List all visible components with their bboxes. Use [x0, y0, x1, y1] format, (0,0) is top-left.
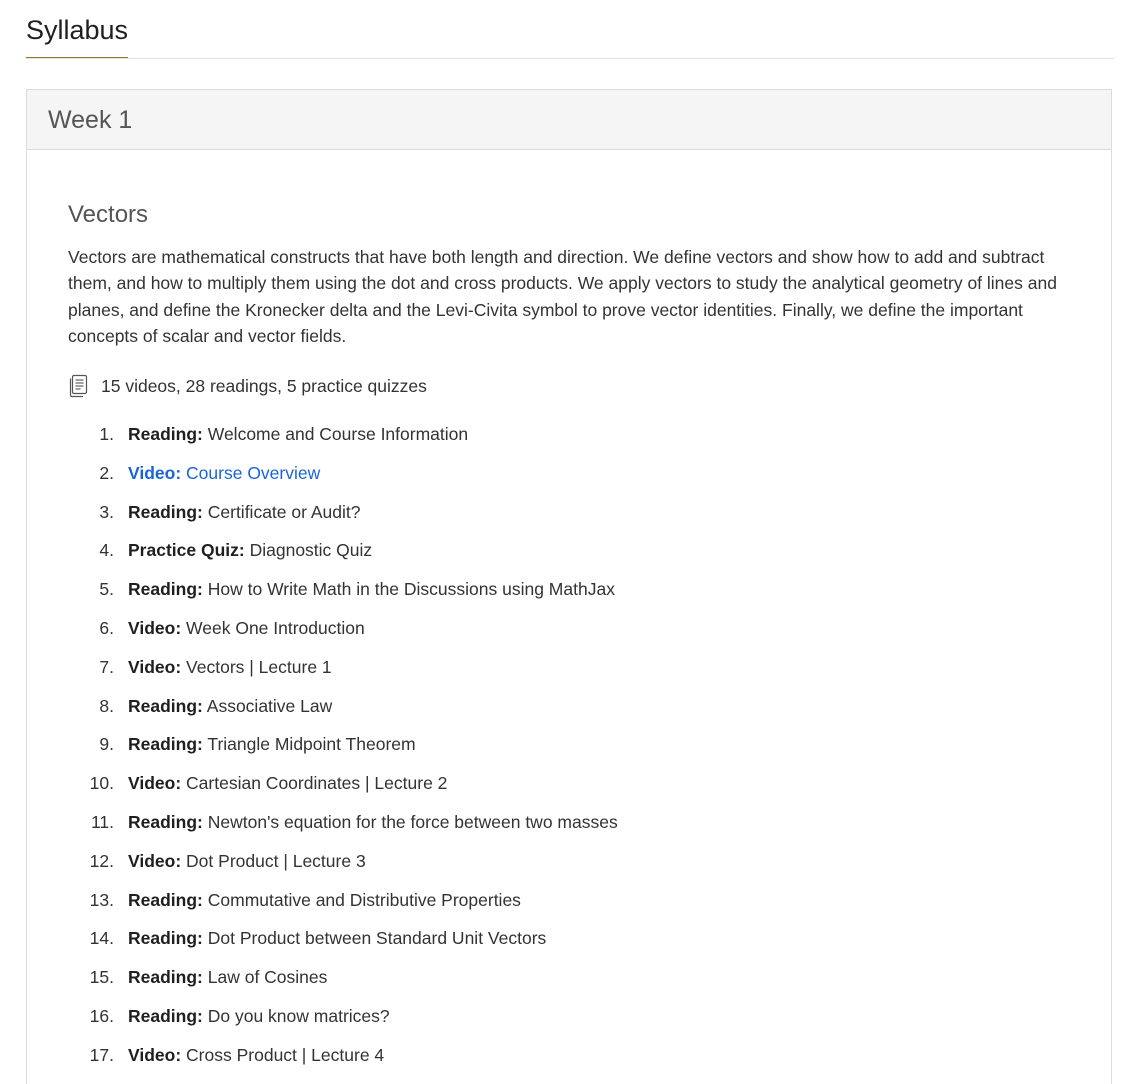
- module-item-link[interactable]: [128, 694, 332, 718]
- module-item-title: Welcome and Course Information: [207, 424, 469, 444]
- module-item-title: Week One Introduction: [186, 617, 365, 638]
- module-item-type: Practice Quiz:: [128, 540, 245, 561]
- module-item-type: Reading:: [128, 424, 203, 444]
- module-item-link[interactable]: [128, 500, 360, 524]
- module-item-link[interactable]: [128, 810, 618, 834]
- module-summary-text: 15 videos, 28 readings, 5 practice quizzes: [101, 375, 427, 396]
- module-description: Vectors are mathematical constructs that have both length and direction. We define vectors and show how to add and subtract them, and how to multiply them using the dot and cross products. We apply vectors to study the analytical geometry of lines and planes, and define the Kronecker delta and the Levi-Civita symbol to prove vector identities. Finally, we define the important concepts of scalar and vector fields.: [68, 247, 1057, 346]
- module-item-link[interactable]: [128, 422, 468, 446]
- module-item-title: Law of Cosines: [207, 967, 328, 988]
- module-item-title: Course Overview: [186, 462, 321, 483]
- module-item-type: Video:: [128, 850, 182, 871]
- module-item-type: Reading:: [128, 695, 203, 716]
- module-item-link[interactable]: [128, 538, 372, 562]
- module-item-number: 17.: [89, 1044, 114, 1065]
- module-item-type: Video:: [128, 462, 182, 483]
- module-item-type: Reading:: [128, 579, 203, 600]
- module-item-title: Newton's equation for the force between two masses: [207, 811, 618, 832]
- module-item-link[interactable]: [128, 616, 365, 640]
- module-item-link[interactable]: [128, 577, 615, 601]
- module-item-number: 9.: [99, 734, 114, 755]
- module-item-title: Associative Law: [206, 695, 333, 716]
- module-title: Vectors: [68, 201, 149, 228]
- module-item-title: Dot Product between Standard Unit Vectors: [207, 928, 547, 949]
- module-item-link[interactable]: [128, 732, 416, 756]
- week-card: [26, 89, 1112, 1084]
- module-item-type: Reading:: [128, 928, 203, 949]
- module-summary: [68, 374, 427, 398]
- module-item-type: Reading:: [128, 967, 203, 988]
- module-item-number: 6.: [99, 617, 114, 638]
- module-item-title: How to Write Math in the Discussions using MathJax: [207, 579, 615, 600]
- module-item-title: Cross Product | Lecture 4: [186, 1044, 385, 1065]
- module-item-number: 10.: [89, 773, 114, 794]
- module-item-number: 8.: [99, 695, 114, 716]
- module-item-number: 14.: [89, 928, 114, 949]
- module-item-link[interactable]: [128, 849, 366, 873]
- module-item-type: Reading:: [128, 889, 203, 910]
- module-item-type: Video:: [128, 773, 182, 794]
- syllabus-header: [26, 0, 1114, 59]
- week-title: Week 1: [48, 106, 133, 134]
- module-item-link[interactable]: [128, 1004, 390, 1028]
- week-header: [27, 90, 1111, 150]
- module-item-type: Reading:: [128, 501, 203, 522]
- module-item-link[interactable]: [128, 888, 521, 912]
- module-item-type: Reading:: [128, 734, 203, 755]
- module-item-title: Cartesian Coordinates | Lecture 2: [186, 773, 448, 794]
- module-item-link[interactable]: [128, 771, 447, 795]
- module-item-number: 5.: [99, 579, 114, 600]
- module-item-title: Triangle Midpoint Theorem: [207, 734, 416, 755]
- module-item-number: 2.: [99, 462, 114, 483]
- module-item-title: Vectors | Lecture 1: [186, 656, 332, 677]
- module-item-number: 16.: [89, 1005, 114, 1026]
- module-item-link[interactable]: [128, 1043, 384, 1067]
- module-item-number: 7.: [99, 656, 114, 677]
- module-item-link[interactable]: [128, 461, 320, 485]
- module-item-title: Dot Product | Lecture 3: [186, 850, 366, 871]
- module-item-number: 12.: [89, 850, 114, 871]
- module-item-type: Video:: [128, 1044, 182, 1065]
- module-item-link[interactable]: [128, 965, 327, 989]
- module-item-number: 11.: [90, 811, 114, 832]
- module-item-number: 13.: [89, 889, 114, 910]
- syllabus-title: Syllabus: [26, 13, 128, 58]
- module-item-number: 1.: [99, 424, 114, 444]
- module-item-type: Reading:: [128, 811, 203, 832]
- module-item-type: Reading:: [128, 1005, 203, 1026]
- document-list-icon: [68, 374, 90, 398]
- module-item-title: Certificate or Audit?: [207, 501, 361, 522]
- module-section: [68, 200, 1068, 1065]
- module-item-title: Do you know matrices?: [207, 1005, 390, 1026]
- module-item-title: Diagnostic Quiz: [249, 540, 373, 561]
- module-item-type: Video:: [128, 617, 182, 638]
- module-item-type: Video:: [128, 656, 182, 677]
- module-item-number: 4.: [99, 540, 114, 561]
- module-item-link[interactable]: [128, 655, 332, 679]
- module-item-number: 15.: [89, 967, 114, 988]
- module-item-link[interactable]: [128, 926, 546, 950]
- module-item-title: Commutative and Distributive Properties: [207, 889, 521, 910]
- module-item-number: 3.: [99, 501, 114, 522]
